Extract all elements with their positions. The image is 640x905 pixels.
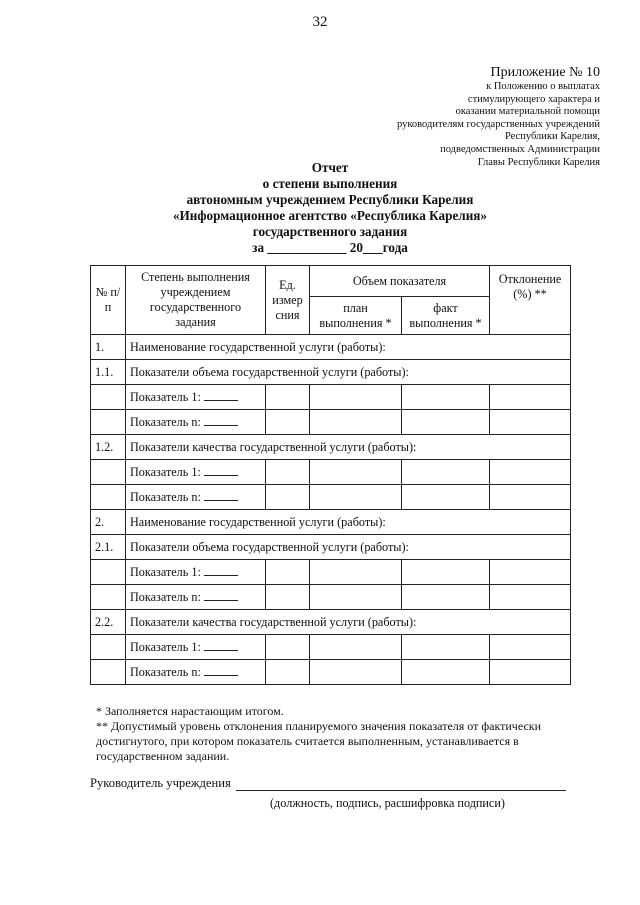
empty-cell	[490, 460, 571, 485]
table-row	[91, 435, 571, 460]
empty-cell	[266, 410, 310, 435]
empty-cell	[490, 485, 571, 510]
indicator-label: Показатель n:	[130, 589, 201, 604]
empty-cell	[402, 460, 490, 485]
table-row	[91, 660, 571, 685]
heading-period-line: за ____________ 20___года	[252, 240, 408, 255]
empty-cell	[266, 385, 310, 410]
empty-cell	[402, 385, 490, 410]
empty-cell	[310, 410, 402, 435]
signature-label: Руководитель учреждения	[90, 776, 231, 790]
table-row	[91, 410, 571, 435]
empty-cell	[266, 560, 310, 585]
footnote-1: * Заполняется нарастающим итогом.	[96, 704, 284, 718]
row-title: Показатели объема государственной услуги (работы):	[126, 360, 571, 385]
indicator-label: Показатель n:	[130, 664, 201, 679]
empty-cell	[490, 660, 571, 685]
empty-cell	[402, 560, 490, 585]
fill-in-blank	[204, 390, 238, 401]
header-unit: Ед. измер сния	[266, 266, 310, 335]
empty-cell	[91, 585, 126, 610]
appendix-line: подведомственных Администрации	[440, 143, 600, 155]
table-row	[91, 535, 571, 560]
row-number: 1.1.	[91, 360, 126, 385]
appendix-line: к Положению о выплатах	[486, 81, 600, 92]
header-fact: факт выполнения *	[402, 297, 490, 335]
heading-line: государственного задания	[252, 224, 408, 239]
header-plan: план выполнения *	[310, 297, 402, 335]
empty-cell	[266, 485, 310, 510]
empty-cell	[490, 410, 571, 435]
empty-cell	[266, 635, 310, 660]
signature-line	[236, 790, 566, 791]
empty-cell	[310, 660, 402, 685]
header-num: № п/п	[91, 266, 126, 335]
indicator-cell	[126, 560, 266, 585]
report-heading	[90, 160, 570, 256]
empty-cell	[402, 585, 490, 610]
table-row	[91, 560, 571, 585]
fill-in-blank	[204, 665, 238, 676]
empty-cell	[402, 660, 490, 685]
fill-in-blank	[204, 490, 238, 501]
appendix-line: Главы Республики Карелия	[477, 156, 600, 168]
empty-cell	[266, 460, 310, 485]
empty-cell	[490, 635, 571, 660]
empty-cell	[91, 385, 126, 410]
table-row	[91, 460, 571, 485]
indicator-label: Показатель n:	[130, 414, 201, 429]
empty-cell	[91, 410, 126, 435]
footnote-2: ** Допустимый уровень отклонения планируемого значения показателя от фактически достигнутого, при котором показатель считается выполненным, устанавливается в государственном задании.	[96, 719, 542, 763]
appendix-line: руководителям государственных учреждений	[396, 118, 600, 130]
appendix-title: Приложение № 10	[490, 65, 600, 80]
indicator-label: Показатель 1:	[130, 464, 201, 479]
empty-cell	[310, 635, 402, 660]
row-number: 1.2.	[91, 435, 126, 460]
empty-cell	[91, 460, 126, 485]
table-row	[91, 335, 571, 360]
table-row	[91, 485, 571, 510]
empty-cell	[310, 460, 402, 485]
table-row	[91, 610, 571, 635]
indicator-cell	[126, 660, 266, 685]
empty-cell	[402, 410, 490, 435]
appendix-line: оказании материальной помощи	[455, 106, 600, 118]
heading-line: «Информационное агентство «Республика Карелия»	[172, 208, 488, 223]
indicator-cell	[126, 585, 266, 610]
heading-line: о степени выполнения	[262, 176, 398, 191]
signature-caption: (должность, подпись, расшифровка подписи)	[270, 796, 505, 810]
indicator-cell	[126, 635, 266, 660]
table-row	[91, 385, 571, 410]
empty-cell	[310, 385, 402, 410]
table-row	[91, 635, 571, 660]
fill-in-blank	[204, 565, 238, 576]
page-number: 32	[312, 14, 328, 30]
empty-cell	[310, 560, 402, 585]
row-title: Наименование государственной услуги (работы):	[126, 510, 571, 535]
row-title: Показатели качества государственной услуги (работы):	[126, 435, 571, 460]
indicator-label: Показатель 1:	[130, 639, 201, 654]
empty-cell	[310, 485, 402, 510]
table-row	[91, 510, 571, 535]
row-number: 2.1.	[91, 535, 126, 560]
table-row	[91, 585, 571, 610]
row-number: 1.	[91, 335, 126, 360]
appendix-block	[397, 64, 600, 169]
indicator-label: Показатель 1:	[130, 564, 201, 579]
empty-cell	[490, 585, 571, 610]
header-degree: Степень выполнения учреждением государственного задания	[126, 266, 266, 335]
indicator-cell	[126, 410, 266, 435]
indicator-cell	[126, 485, 266, 510]
footnotes	[96, 704, 566, 764]
header-deviation: Отклонение (%) **	[490, 266, 571, 335]
empty-cell	[266, 585, 310, 610]
appendix-line: стимулирующего характера и	[467, 93, 600, 105]
empty-cell	[91, 635, 126, 660]
row-title: Показатели объема государственной услуги (работы):	[126, 535, 571, 560]
heading-line: Отчет	[311, 160, 349, 175]
row-number: 2.2.	[91, 610, 126, 635]
empty-cell	[91, 660, 126, 685]
indicator-label: Показатель n:	[130, 489, 201, 504]
indicator-label: Показатель 1:	[130, 389, 201, 404]
indicator-cell	[126, 385, 266, 410]
empty-cell	[402, 485, 490, 510]
row-number: 2.	[91, 510, 126, 535]
fill-in-blank	[204, 640, 238, 651]
empty-cell	[310, 585, 402, 610]
fill-in-blank	[204, 590, 238, 601]
heading-line: автономным учреждением Республики Карелия	[186, 192, 474, 207]
empty-cell	[266, 660, 310, 685]
report-table	[90, 265, 571, 685]
empty-cell	[490, 385, 571, 410]
appendix-line: Республики Карелия,	[504, 131, 600, 143]
header-volume: Объем показателя	[310, 266, 490, 297]
empty-cell	[91, 560, 126, 585]
row-title: Наименование государственной услуги (работы):	[126, 335, 571, 360]
indicator-cell	[126, 460, 266, 485]
empty-cell	[402, 635, 490, 660]
empty-cell	[490, 560, 571, 585]
fill-in-blank	[204, 415, 238, 426]
empty-cell	[91, 485, 126, 510]
fill-in-blank	[204, 465, 238, 476]
row-title: Показатели качества государственной услуги (работы):	[126, 610, 571, 635]
table-row	[91, 360, 571, 385]
